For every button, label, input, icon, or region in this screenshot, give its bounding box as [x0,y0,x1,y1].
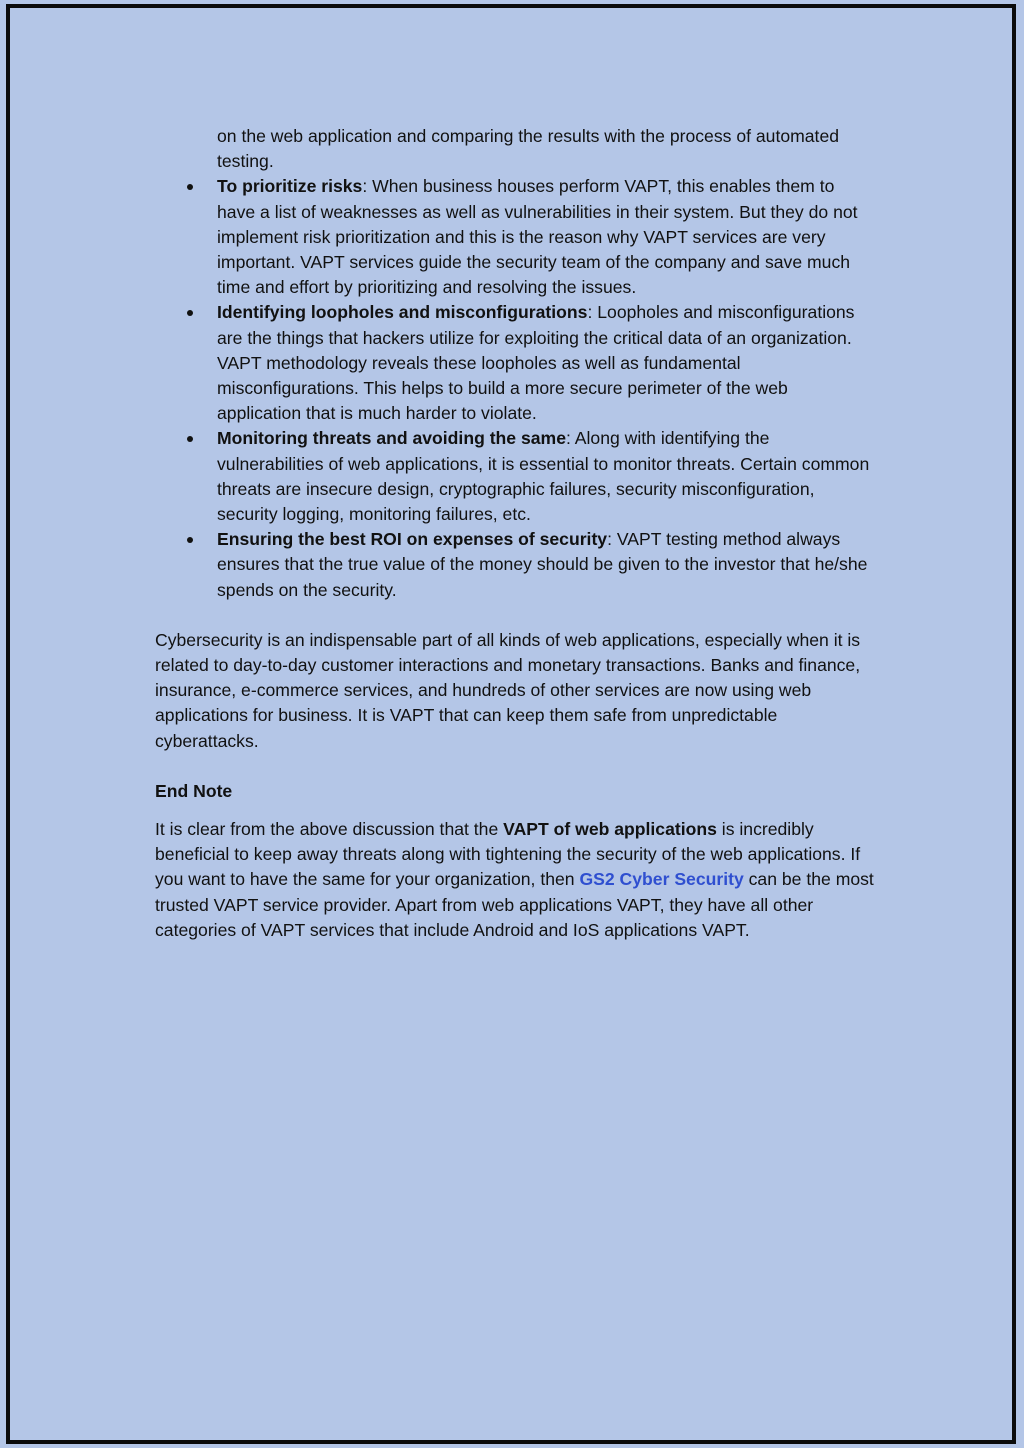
cybersecurity-paragraph: Cybersecurity is an indispensable part of all kinds of web applications, especially when it is related to day-to-day customer interactions and monetary transactions. Banks and finance, insurance, e-commerce services, and hundreds of other services are now using web applications for business. It is VAPT that can keep them safe from unpredictable cyberattacks. [155,629,861,751]
bullet-icon [187,184,193,190]
list-item [155,527,875,603]
benefits-list [155,174,875,602]
list-item-title: Identifying loopholes and misconfigurations [217,302,588,323]
list-item-title: Ensuring the best ROI on expenses of security [217,529,608,550]
list-item [155,426,875,527]
list-item [155,300,875,426]
end-note-paragraph [155,817,875,943]
list-item [155,174,875,300]
bullet-icon [187,310,193,316]
continued-text: on the web application and comparing the results with the process of automated testing. [217,126,840,172]
list-item-text: : VAPT testing method always ensures that the true value of the money should be given to the investor that he/she spends on the security. [217,529,868,600]
end-note-heading: End Note [155,780,233,801]
list-item-title: Monitoring threats and avoiding the same [217,428,566,449]
list-item-text: : Along with identifying the vulnerabilities of web applications, it is essential to monitor threats. Certain common threats are insecure design, cryptographic failures, security misconfiguration, security logging, monitoring failures, etc. [217,428,870,525]
bullet-icon [187,436,193,442]
list-item-text: : When business houses perform VAPT, this enables them to have a list of weaknesses as well as vulnerabilities in their system. But they do not implement risk prioritization and this is the reason why VAPT services are very important. VAPT services guide the security team of the company and save much time and effort by prioritizing and resolving the issues. [217,176,858,298]
list-item-title: To prioritize risks [217,176,363,197]
document-body [155,124,875,943]
end-note-text-2: is incredibly beneficial to keep away threats along with tightening the security of the web applications. If you want to have the same for your organization, then [155,819,861,890]
list-item-text: : Loopholes and misconfigurations are the things that hackers utilize for exploiting the critical data of an organization. VAPT methodology reveals these loopholes as well as fundamental misconfigurations. This helps to build a more secure perimeter of the web application that is much harder to violate. [217,302,855,424]
bullet-icon [187,537,193,543]
end-note-bold-phrase: VAPT of web applications [503,819,717,840]
end-note-text-1: It is clear from the above discussion that the [155,819,504,840]
gs2-cyber-security-link[interactable]: GS2 Cyber Security [579,869,744,890]
end-note-text-3: can be the most trusted VAPT service provider. Apart from web applications VAPT, they have all other categories of VAPT services that include Android and IoS applications VAPT. [155,869,874,940]
